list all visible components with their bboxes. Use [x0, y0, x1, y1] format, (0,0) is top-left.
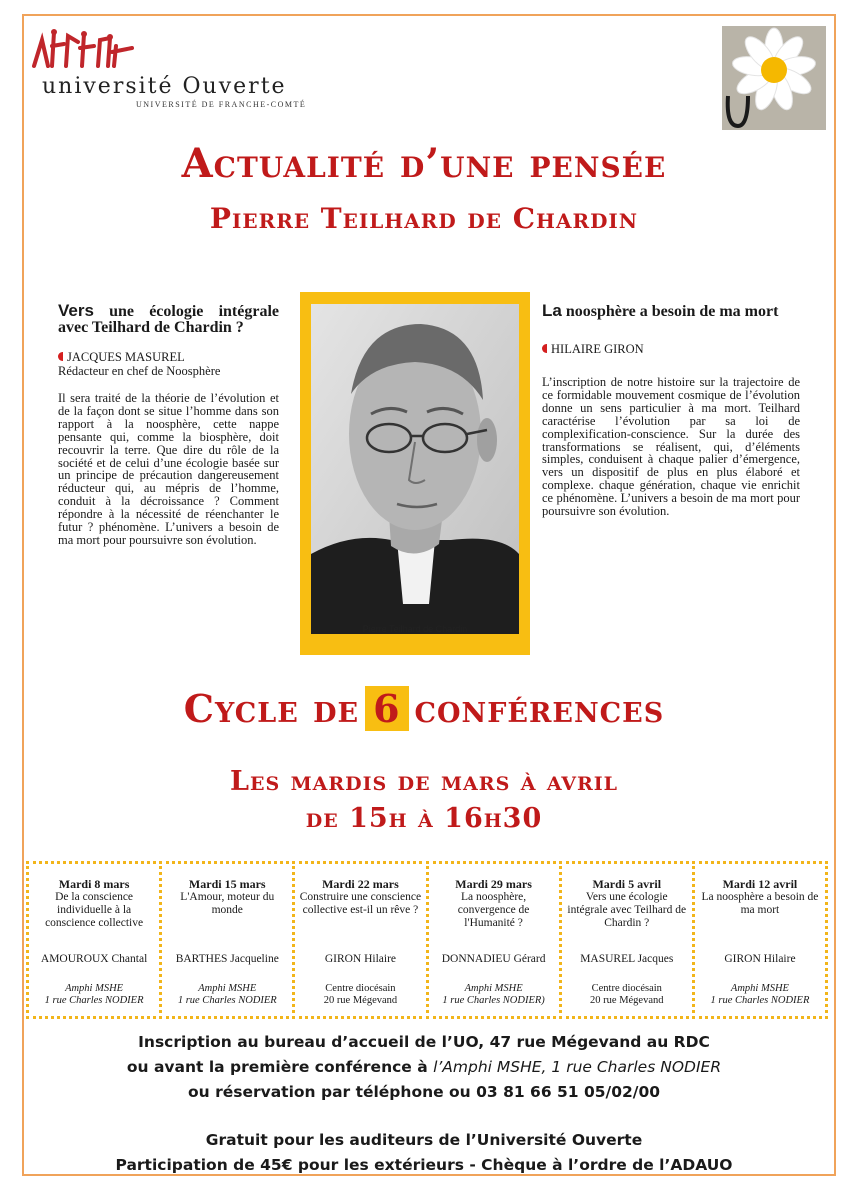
portrait-image	[311, 304, 519, 634]
registration-line-1: Inscription au bureau d’accueil de l’UO, 47 rue Mégevand au RDC	[138, 1033, 710, 1051]
daisy-image	[722, 26, 826, 130]
bullet-icon	[542, 344, 547, 353]
schedule-date: Mardi 12 avril	[722, 877, 798, 891]
schedule-date: Mardi 5 avril	[592, 877, 662, 891]
dates-line-2: de 15h à 16h30	[305, 803, 543, 834]
schedule-address: 1 rue Charles NODIER	[44, 995, 144, 1006]
schedule-speaker: MASUREL Jacques	[580, 953, 674, 965]
page-subtitle: Pierre Teilhard de Chardin	[209, 202, 639, 235]
dates-line-1: Les mardis de mars à avril	[230, 766, 618, 797]
right-talk-title: La noosphère a besoin de ma mort	[542, 301, 779, 320]
schedule-speaker: GIRON Hilaire	[724, 953, 796, 965]
bullet-icon	[58, 352, 63, 361]
schedule-date: Mardi 22 mars	[322, 877, 399, 891]
schedule-speaker: AMOUROUX Chantal	[40, 953, 148, 965]
schedule-address: 20 rue Mégevand	[590, 995, 664, 1006]
schedule-topic: La noosphère a besoin de ma mort	[701, 891, 819, 916]
schedule-place: Amphi MSHE	[198, 983, 257, 994]
cycle-count: 6	[365, 686, 408, 731]
schedule-cell	[559, 861, 695, 1019]
schedule-topic: L'Amour, moteur du monde	[180, 891, 275, 916]
cycle-heading: Cycle de 6 conférences	[183, 686, 665, 731]
schedule-table	[26, 861, 828, 1019]
schedule-topic: La noosphère, convergence de l'Humanité ?	[457, 891, 530, 929]
schedule-topic: Construire une conscience collective est-il un rêve ?	[299, 891, 422, 916]
schedule-cell	[26, 861, 162, 1019]
schedule-topic: De la conscience individuelle à la conscience collective	[45, 891, 144, 929]
schedule-place: Amphi MSHE	[464, 983, 523, 994]
schedule-place: Amphi MSHE	[730, 983, 789, 994]
page-title: Actualité d’une pensée	[181, 140, 667, 187]
schedule-cell	[159, 861, 295, 1019]
right-talk	[542, 303, 800, 518]
schedule-speaker: BARTHES Jacqueline	[175, 953, 279, 965]
schedule-speaker: GIRON Hilaire	[324, 953, 397, 965]
schedule-cell	[292, 861, 428, 1019]
schedule-address: 1 rue Charles NODIER	[177, 995, 277, 1006]
university-logo	[28, 26, 328, 116]
left-talk	[58, 303, 279, 547]
schedule-cell	[692, 861, 828, 1019]
left-talk-speaker: JACQUES MASUREL	[58, 350, 279, 364]
left-talk-title: Vers une écologie intégrale avec Teilhard de Chardin ?	[58, 301, 279, 336]
schedule-place: Amphi MSHE	[65, 983, 124, 994]
right-talk-abstract: L’inscription de notre histoire sur la trajectoire de ce formidable mouvement cosmique de l’évolution donne un sens particulier à ma mort. Teilhard caractérise l’évolution par sa loi de complexification-conscience. Sur la durée des transformations se réalisent, qui, d’éléments simples, conduisent à chaque palier d’émergence, vers un dispositif de plus en plus élaboré et complexe. chaque génération, chaque vie enrichit ce phénomène. L’univers a besoin de ma mort pour poursuivre son évolution.	[542, 375, 800, 519]
right-talk-speaker: HILAIRE GIRON	[542, 342, 800, 356]
logo-name: université Ouverte	[42, 74, 287, 99]
left-talk-abstract: Il sera traité de la théorie de l’évolution et de la façon dont se situe l’homme dans son rapport à la noosphère, cette nappe pensante qui, comme la biosphère, doit recouvrir la terre. Que dire du rôle de la société et de celui d’une écologie basée sur un principe de précaution dangereusement réducteur qui, au mépris de l’homme, conduit à la décroissance ? Comment répondre à la nécessité de réenchanter le futur ? phénomène. L’univers a besoin de ma mort pour poursuivre son évolution.	[58, 391, 279, 547]
schedule-address: 1 rue Charles NODIER	[710, 995, 810, 1006]
logo-figures-icon	[28, 26, 138, 74]
pricing-line-1: Gratuit pour les auditeurs de l’Université Ouverte	[205, 1131, 643, 1149]
portrait-photo	[300, 292, 530, 655]
portrait-caption: Pierre Teilhard de Chardin	[362, 624, 468, 634]
registration-line-2: ou avant la première conférence à l’Amphi MSHE, 1 rue Charles NODIER	[126, 1058, 722, 1076]
schedule-speaker: DONNADIEU Gérard	[441, 953, 546, 965]
schedule-place: Centre diocésain	[591, 983, 662, 994]
pricing-line-2: Participation de 45€ pour les extérieurs - Chèque à l’ordre de l’ADAUO	[115, 1156, 733, 1174]
left-talk-speaker-role: Rédacteur en chef de Noosphère	[58, 364, 221, 378]
schedule-date: Mardi 8 mars	[58, 877, 130, 891]
schedule-cell	[426, 861, 562, 1019]
schedule-date: Mardi 15 mars	[188, 877, 266, 891]
schedule-address: 20 rue Mégevand	[323, 995, 398, 1006]
schedule-address: 1 rue Charles NODIER)	[442, 995, 545, 1006]
schedule-date: Mardi 29 mars	[455, 877, 532, 891]
schedule-topic: Vers une écologie intégrale avec Teilhard de Chardin ?	[567, 891, 687, 929]
schedule-place: Centre diocésain	[325, 983, 396, 994]
logo-subtitle: UNIVERSITÉ DE FRANCHE-COMTÉ	[136, 100, 307, 109]
registration-line-3: ou réservation par téléphone ou 03 81 66 51 05/02/00	[187, 1083, 661, 1101]
